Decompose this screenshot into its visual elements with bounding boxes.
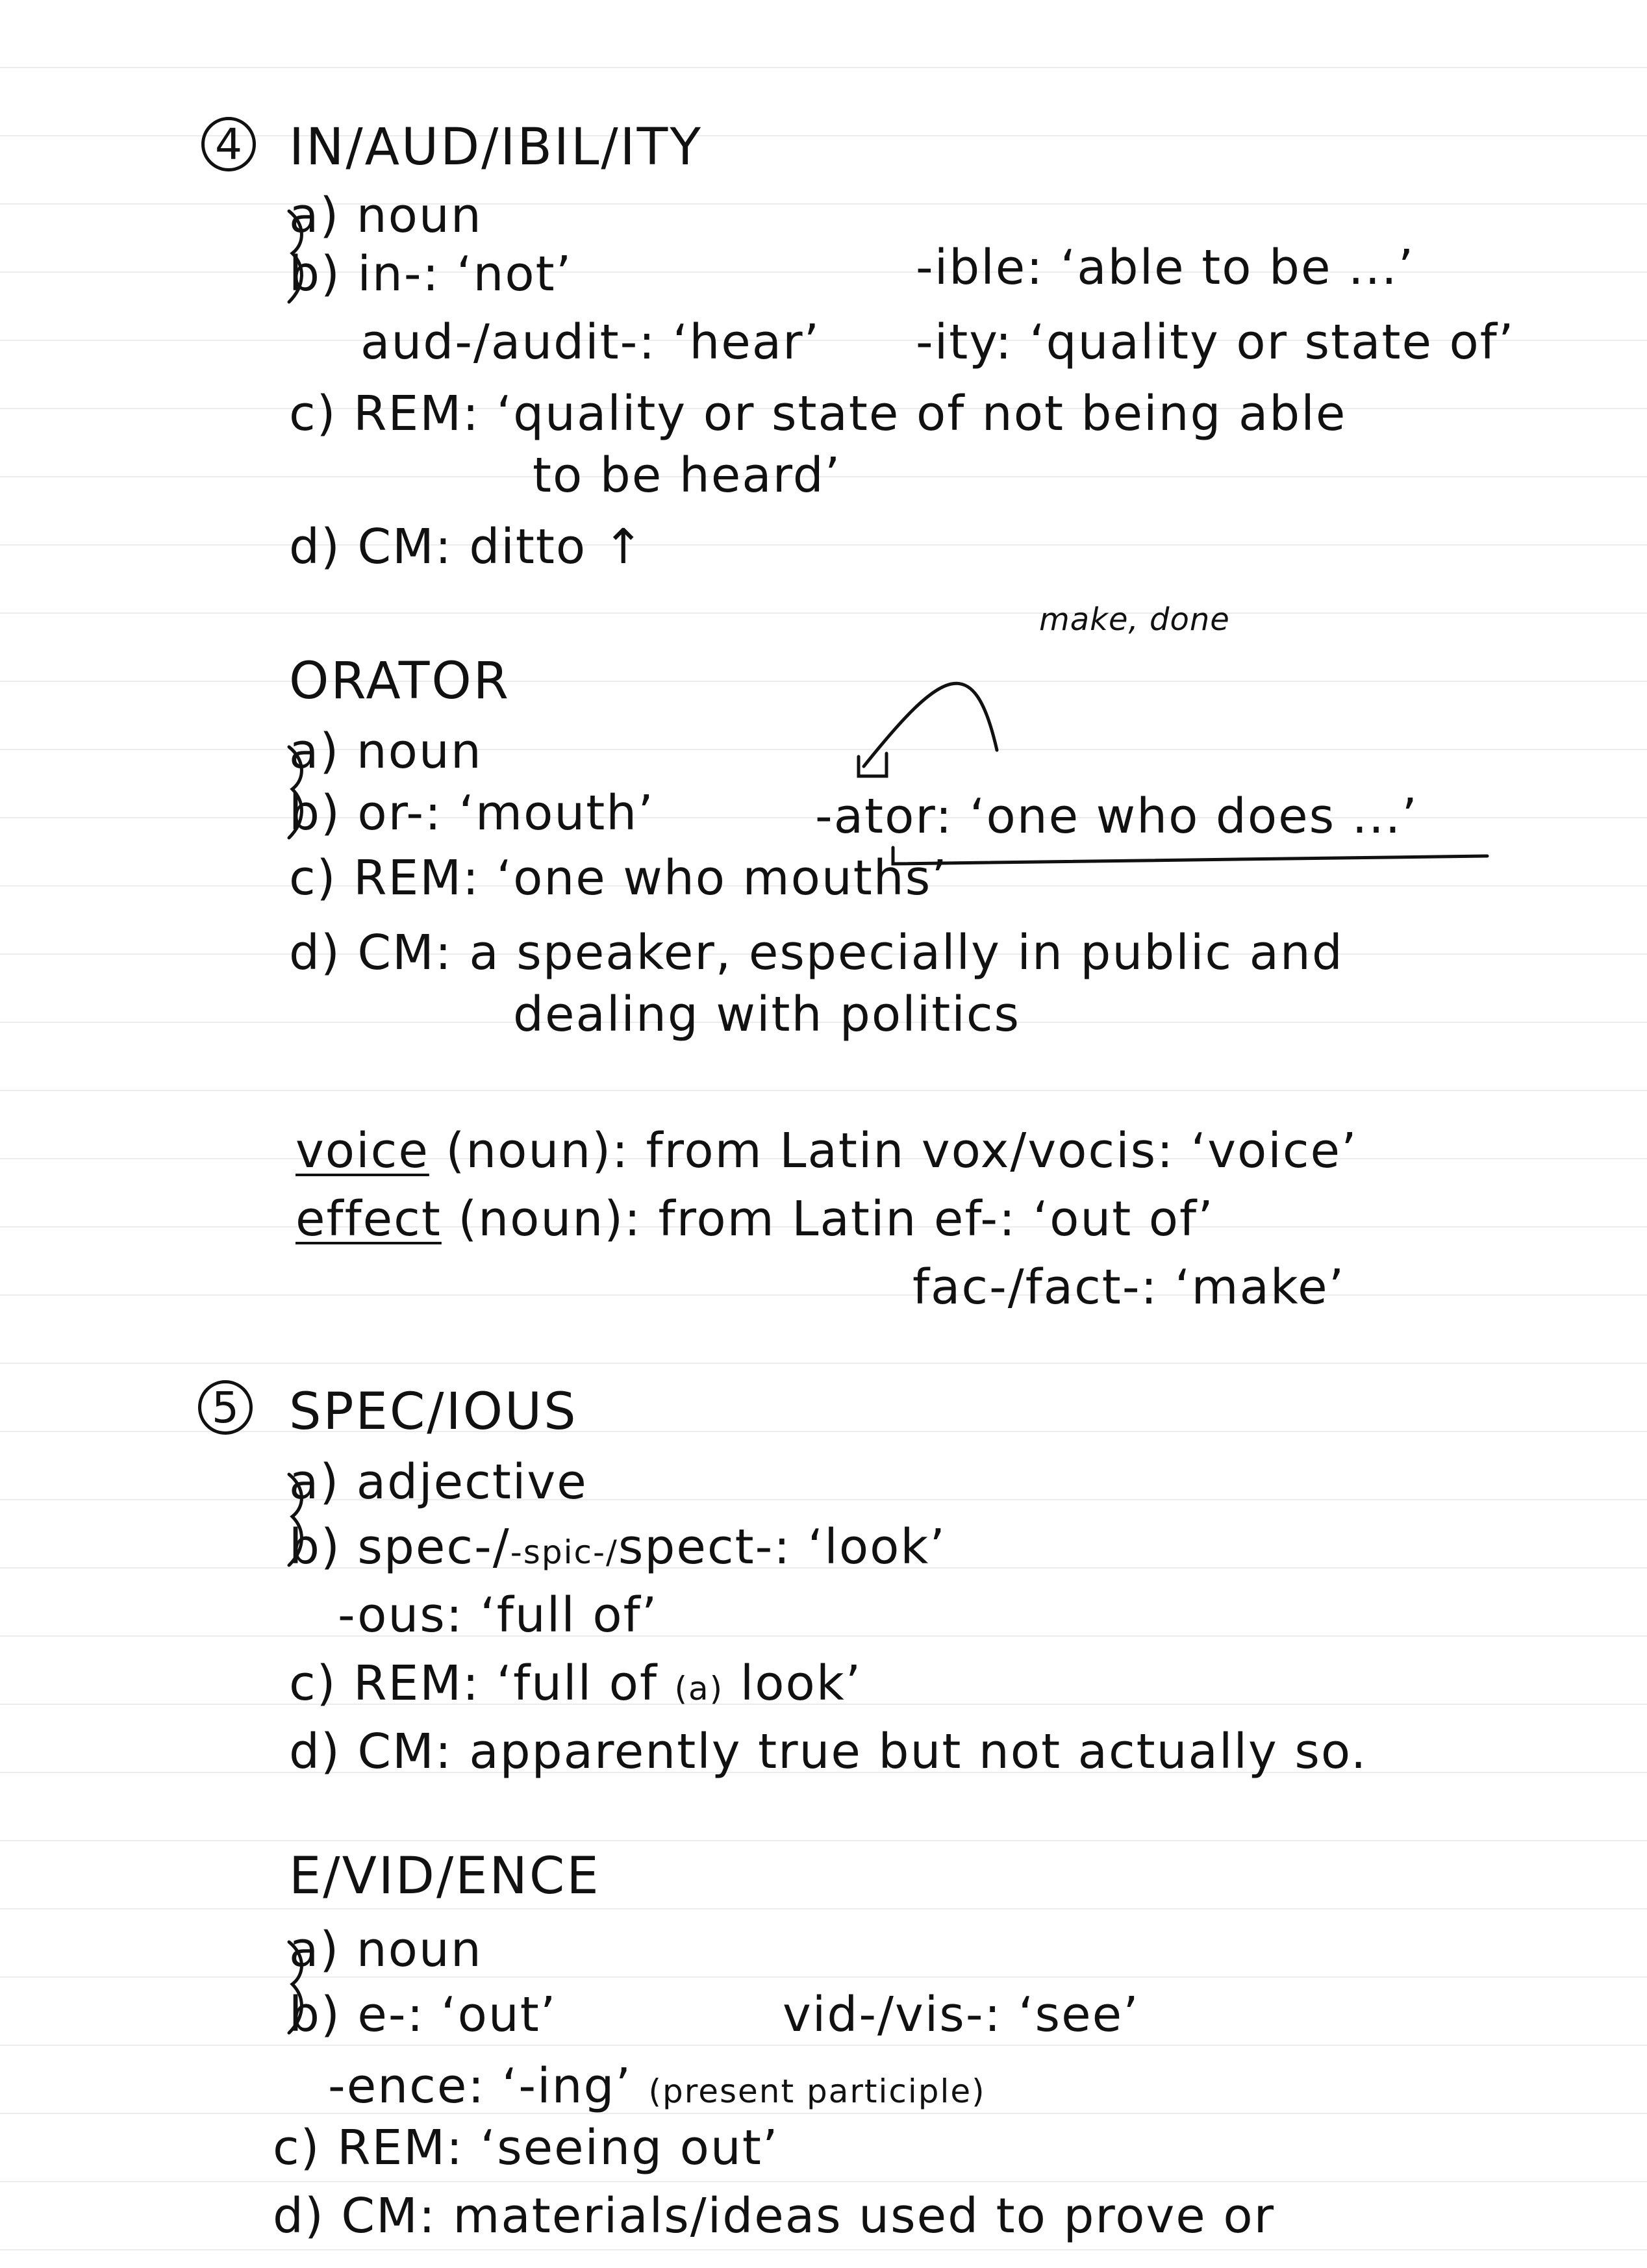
orator-headword: ORATOR: [289, 652, 510, 711]
entry4-brace: [289, 211, 301, 302]
margin-note: make, done: [1039, 601, 1230, 638]
orator-rem: c) REM: ‘one who mouths’: [289, 850, 948, 906]
evidence-part-of-speech: a) noun: [289, 1922, 483, 1978]
effect-etymology: (noun): from Latin ef-: ‘out of’: [458, 1191, 1214, 1247]
entry-number-label: 5: [212, 1382, 239, 1433]
entry-number-label: 4: [215, 119, 242, 170]
evidence-root: vid-/vis-: ‘see’: [783, 1987, 1140, 2043]
suffix-underline: [893, 848, 1487, 864]
rem-text: c) REM: ‘full of: [289, 1656, 658, 1711]
evidence-cm: d) CM: materials/ideas used to prove or: [273, 2188, 1276, 2244]
entry4-part-of-speech: a) noun: [289, 188, 483, 244]
entry5-cm: d) CM: apparently true but not actually so.: [289, 1724, 1368, 1780]
suffix-note: (present participle): [648, 2073, 986, 2110]
evidence-headword: E/VID/ENCE: [289, 1847, 601, 1906]
orator-prefix: b) or-: ‘mouth’: [289, 785, 655, 841]
entry4-suffix-ity: -ity: ‘quality or state of’: [916, 314, 1515, 370]
effect-etymology-line2: fac-/fact-: ‘make’: [912, 1259, 1346, 1315]
root-spect: spect-: ‘look’: [618, 1519, 946, 1575]
entry4-rem-line1: c) REM: ‘quality or state of not being able: [289, 386, 1347, 442]
root-spic: -spic-/: [510, 1533, 618, 1571]
entry4-cm: d) CM: ditto ↑: [289, 519, 645, 575]
entry4-suffix-ible: -ible: ‘able to be ...’: [916, 240, 1415, 296]
rem-text-end: look’: [740, 1656, 862, 1711]
entry5-part-of-speech: a) adjective: [289, 1454, 588, 1510]
entry4-headword: IN/AUD/IBIL/ITY: [289, 118, 703, 177]
voice-etymology: (noun): from Latin vox/vocis: ‘voice’: [446, 1123, 1358, 1179]
entry5-suffix: -ous: ‘full of’: [338, 1587, 659, 1643]
entry5-brace: [289, 1474, 301, 1565]
entry4-prefix: b) in-: ‘not’: [289, 246, 573, 302]
orator-cm-line1: d) CM: a speaker, especially in public and: [289, 925, 1344, 981]
note-arrow-line: [864, 683, 997, 766]
evidence-prefix: b) e-: ‘out’: [289, 1987, 557, 2043]
rem-article: (a): [674, 1670, 724, 1707]
voice-word: voice: [295, 1123, 429, 1179]
suffix-ence: -ence: ‘-ing’: [328, 2058, 632, 2114]
effect-word: effect: [295, 1191, 442, 1247]
evidence-rem: c) REM: ‘seeing out’: [273, 2120, 779, 2176]
entry5-headword: SPEC/IOUS: [289, 1383, 578, 1441]
orator-suffix: -ator: ‘one who does ...’: [815, 788, 1418, 844]
entry4-rem-line2: to be heard’: [533, 447, 842, 503]
entry4-root: aud-/audit-: ‘hear’: [360, 314, 821, 370]
orator-cm-line2: dealing with politics: [513, 987, 1021, 1042]
orator-part-of-speech: a) noun: [289, 724, 483, 779]
evidence-brace: [289, 1942, 301, 2033]
orator-brace: [289, 747, 301, 838]
root-spec: b) spec-/: [289, 1519, 510, 1575]
